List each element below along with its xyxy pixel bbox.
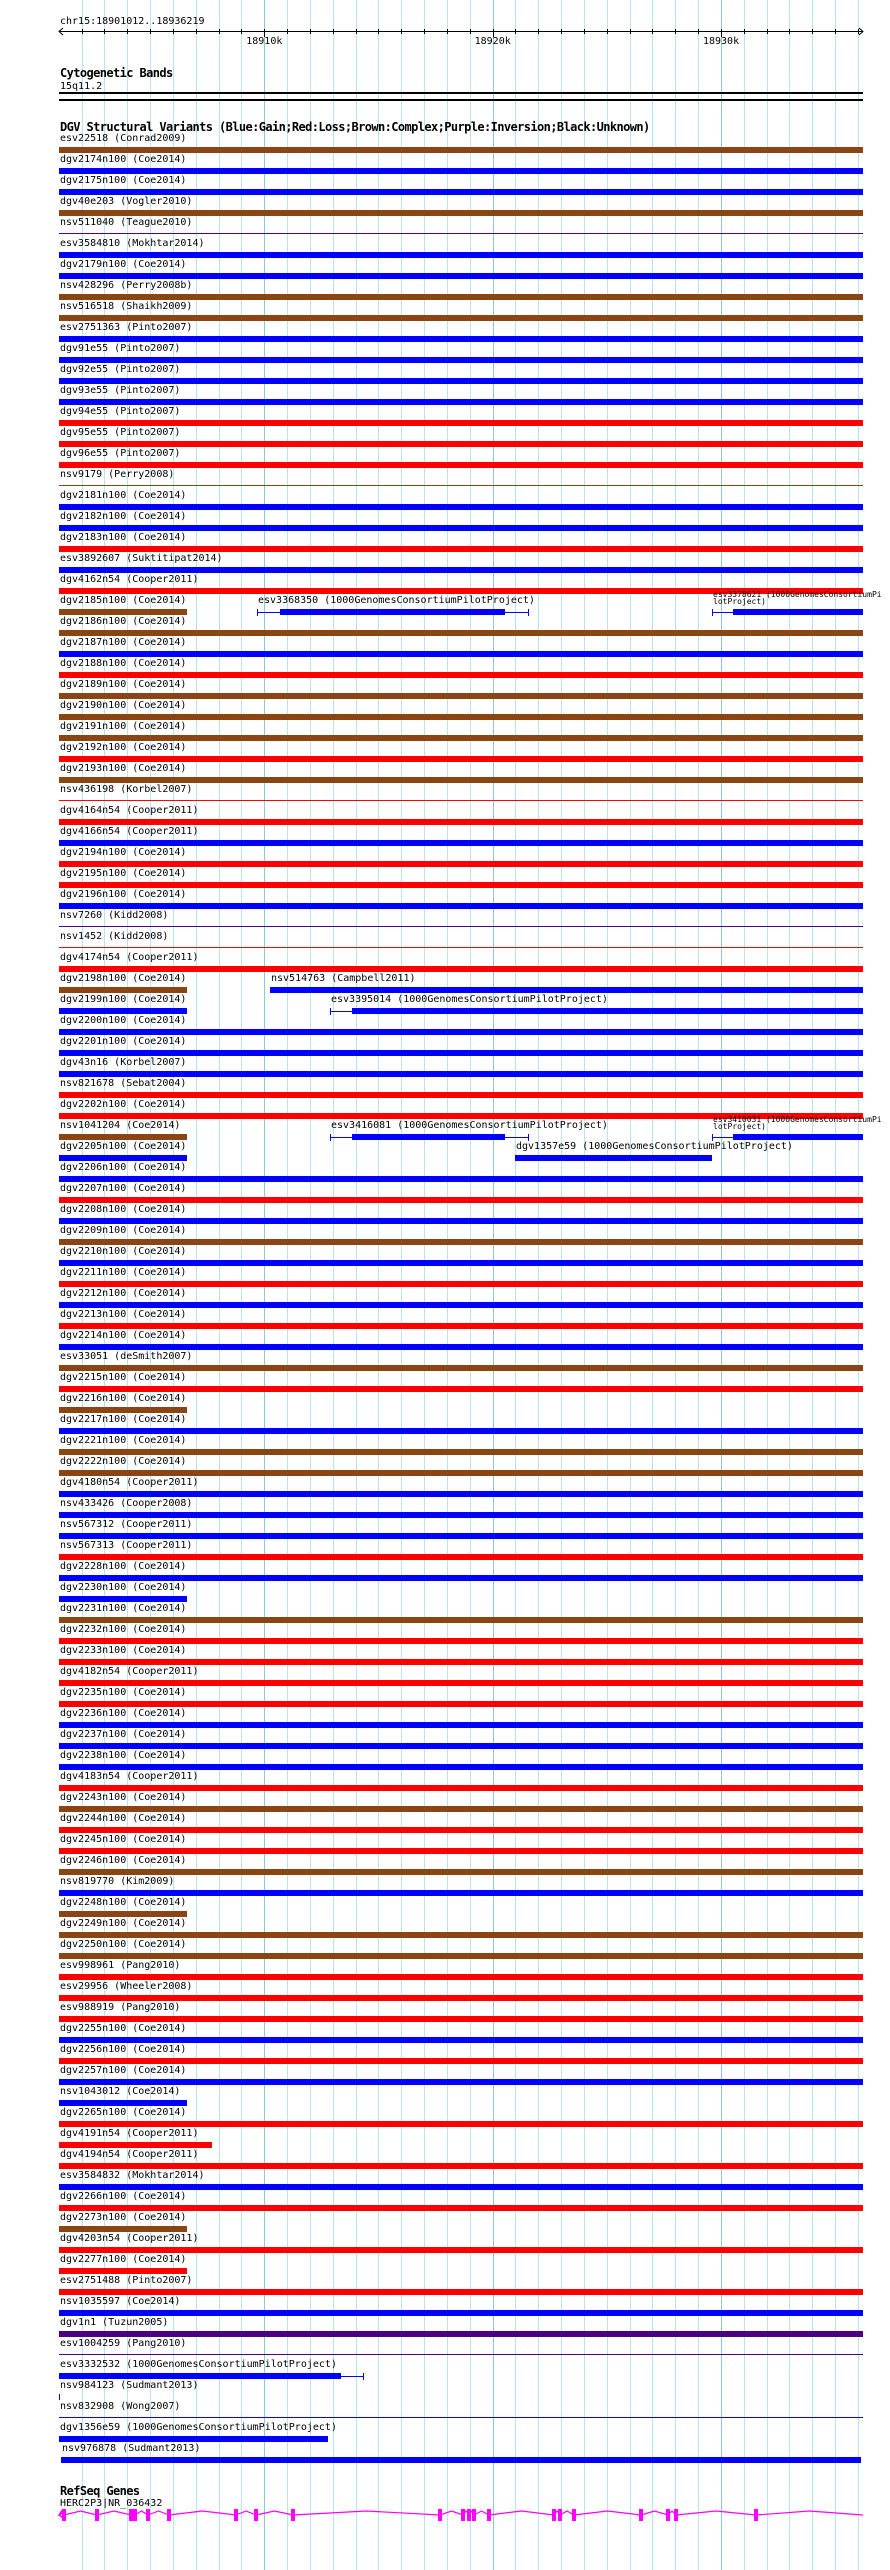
variant-label[interactable]: nsv511040 (Teague2010) [60, 217, 193, 228]
variant-label[interactable]: dgv2187n100 (Coe2014) [60, 637, 187, 648]
variant-label[interactable]: esv3410031 (1000GenomesConsortiumPilotProject) [713, 1115, 882, 1131]
variant-label[interactable]: dgv4174n54 (Cooper2011) [60, 952, 199, 963]
variant-label[interactable]: dgv43n16 (Korbel2007) [60, 1057, 187, 1068]
variant-label[interactable]: dgv2207n100 (Coe2014) [60, 1183, 187, 1194]
variant-label[interactable]: dgv2256n100 (Coe2014) [60, 2044, 187, 2055]
variant-label[interactable]: dgv2222n100 (Coe2014) [60, 1456, 187, 1467]
variant-label[interactable]: dgv2174n100 (Coe2014) [60, 154, 187, 165]
variant-label[interactable]: dgv2211n100 (Coe2014) [60, 1267, 187, 1278]
variant-label[interactable]: dgv2236n100 (Coe2014) [60, 1708, 187, 1719]
variant-label[interactable]: nsv821678 (Sebat2004) [60, 1078, 187, 1089]
variant-label[interactable]: nsv976878 (Sudmant2013) [62, 2443, 201, 2454]
exon[interactable] [254, 2509, 258, 2521]
variant-label[interactable]: dgv1n1 (Tuzun2005) [60, 2317, 169, 2328]
variant-label[interactable]: dgv2238n100 (Coe2014) [60, 1750, 187, 1761]
variant-label[interactable]: dgv2183n100 (Coe2014) [60, 532, 187, 543]
intron-line [574, 2511, 641, 2515]
variant-label[interactable]: dgv96e55 (Pinto2007) [60, 448, 181, 459]
exon[interactable] [674, 2509, 678, 2521]
intron-line [97, 2511, 131, 2515]
intron-line [169, 2511, 236, 2515]
variant-label[interactable]: dgv2182n100 (Coe2014) [60, 511, 187, 522]
variant-label[interactable]: dgv2255n100 (Coe2014) [60, 2023, 187, 2034]
variant-label[interactable]: dgv92e55 (Pinto2007) [60, 364, 181, 375]
variant-label[interactable]: esv3416081 (1000GenomesConsortiumPilotProject) [331, 1120, 608, 1131]
variant-label[interactable]: nsv1041204 (Coe2014) [60, 1120, 181, 1131]
variant-label[interactable]: esv3395014 (1000GenomesConsortiumPilotProject) [331, 994, 608, 1005]
variant-label[interactable]: esv998961 (Pang2010) [60, 1960, 181, 1971]
intron-line [64, 2511, 97, 2515]
variant-label[interactable]: dgv94e55 (Pinto2007) [60, 406, 181, 417]
variant-label[interactable]: dgv91e55 (Pinto2007) [60, 343, 181, 354]
variant-label[interactable]: dgv2257n100 (Coe2014) [60, 2065, 187, 2076]
variant-label[interactable]: dgv2230n100 (Coe2014) [60, 1582, 187, 1593]
exon[interactable] [467, 2509, 471, 2521]
variant-label[interactable]: dgv2200n100 (Coe2014) [60, 1015, 187, 1026]
intron-line [293, 2511, 440, 2515]
exon[interactable] [487, 2509, 491, 2521]
variant-label[interactable]: esv3584810 (Mokhtar2014) [60, 238, 205, 249]
variant-label[interactable]: esv2751363 (Pinto2007) [60, 322, 193, 333]
intron-line [489, 2511, 554, 2515]
variant-label[interactable]: dgv2210n100 (Coe2014) [60, 1246, 187, 1257]
variant-label[interactable]: nsv7260 (Kidd2008) [60, 910, 169, 921]
variant-label[interactable]: dgv2265n100 (Coe2014) [60, 2107, 187, 2118]
variant-label[interactable]: dgv2246n100 (Coe2014) [60, 1855, 187, 1866]
variant-label[interactable]: nsv433426 (Cooper2008) [60, 1498, 193, 1509]
intron-line [256, 2511, 293, 2515]
variant-label[interactable]: dgv2202n100 (Coe2014) [60, 1099, 187, 1110]
variant-label[interactable]: dgv2198n100 (Coe2014) [60, 973, 187, 984]
variant-label[interactable]: dgv2193n100 (Coe2014) [60, 763, 187, 774]
variant-label[interactable]: dgv2232n100 (Coe2014) [60, 1624, 187, 1635]
variant-label[interactable]: dgv2237n100 (Coe2014) [60, 1729, 187, 1740]
variant-label[interactable]: dgv2188n100 (Coe2014) [60, 658, 187, 669]
variant-label[interactable]: nsv567313 (Cooper2011) [60, 1540, 193, 1551]
variant-label[interactable]: dgv2209n100 (Coe2014) [60, 1225, 187, 1236]
refseq-track-title[interactable]: RefSeq Genes [60, 2484, 140, 2498]
variant-label[interactable]: dgv2186n100 (Coe2014) [60, 616, 187, 627]
variant-label[interactable]: dgv4162n54 (Cooper2011) [60, 574, 199, 585]
variant-label[interactable]: dgv4203n54 (Cooper2011) [60, 2233, 199, 2244]
variant-label[interactable]: nsv984123 (Sudmant2013) [60, 2380, 199, 2391]
variant-label[interactable]: nsv819770 (Kim2009) [60, 1876, 175, 1887]
intron-line [560, 2511, 574, 2515]
gene-label[interactable]: HERC2P3|NR_036432 [60, 2498, 163, 2509]
variant-label[interactable]: nsv514763 (Campbell2011) [271, 973, 416, 984]
exon[interactable] [129, 2509, 133, 2521]
variant-label[interactable]: dgv4182n54 (Cooper2011) [60, 1666, 199, 1677]
variant-label[interactable]: dgv2249n100 (Coe2014) [60, 1918, 187, 1929]
exon[interactable] [167, 2509, 171, 2521]
variant-label[interactable]: dgv2206n100 (Coe2014) [60, 1162, 187, 1173]
exon[interactable] [472, 2509, 476, 2521]
variant-label[interactable]: dgv2185n100 (Coe2014) [60, 595, 187, 606]
variant-label[interactable]: dgv2221n100 (Coe2014) [60, 1435, 187, 1446]
variant-label[interactable]: dgv2243n100 (Coe2014) [60, 1792, 187, 1803]
variant-label[interactable]: dgv2248n100 (Coe2014) [60, 1897, 187, 1908]
variant-label[interactable]: dgv2199n100 (Coe2014) [60, 994, 187, 1005]
exon[interactable] [62, 2509, 66, 2521]
variant-label[interactable]: nsv516518 (Shaikh2009) [60, 301, 193, 312]
variant-label[interactable]: dgv1356e59 (1000GenomesConsortiumPilotProject) [60, 2422, 337, 2433]
exon[interactable] [639, 2509, 643, 2521]
intron-line [756, 2511, 863, 2515]
variant-label[interactable]: dgv2181n100 (Coe2014) [60, 490, 187, 501]
variant-label[interactable]: dgv4191n54 (Cooper2011) [60, 2128, 199, 2139]
intron-line [641, 2511, 668, 2515]
variant-label[interactable]: dgv2213n100 (Coe2014) [60, 1309, 187, 1320]
exon[interactable] [234, 2509, 238, 2521]
variant-label[interactable]: dgv2235n100 (Coe2014) [60, 1687, 187, 1698]
variant-label[interactable]: nsv1043012 (Coe2014) [60, 2086, 181, 2097]
variant-label[interactable]: nsv1035597 (Coe2014) [60, 2296, 181, 2307]
variant-label[interactable]: dgv2273n100 (Coe2014) [60, 2212, 187, 2223]
exon[interactable] [291, 2509, 295, 2521]
variant-label[interactable]: dgv2195n100 (Coe2014) [60, 868, 187, 879]
variant-label[interactable]: dgv2201n100 (Coe2014) [60, 1036, 187, 1047]
ruler-tick-label: 18920k [474, 36, 511, 47]
variant-label[interactable]: dgv2277n100 (Coe2014) [60, 2254, 187, 2265]
variant-label[interactable]: dgv1357e59 (1000GenomesConsortiumPilotProject) [516, 1141, 793, 1152]
variant-label[interactable]: dgv2228n100 (Coe2014) [60, 1561, 187, 1572]
variant-label[interactable]: dgv2190n100 (Coe2014) [60, 700, 187, 711]
variant-label[interactable]: dgv4164n54 (Cooper2011) [60, 805, 199, 816]
variant-label[interactable]: esv3892607 (Suktitipat2014) [60, 553, 223, 564]
variant-label[interactable]: dgv2216n100 (Coe2014) [60, 1393, 187, 1404]
intron-line [148, 2511, 169, 2515]
intron-line [474, 2511, 489, 2515]
cytoband-label: 15q11.2 [60, 81, 103, 92]
variant-label[interactable]: dgv2244n100 (Coe2014) [60, 1813, 187, 1824]
dgv-track-title[interactable]: DGV Structural Variants (Blue:Gain;Red:Loss;Brown:Complex;Purple:Inversion;Black:Unknown) [60, 120, 650, 134]
location-label: chr15:18901012..18936219 [60, 16, 205, 27]
variant-label[interactable]: dgv2233n100 (Coe2014) [60, 1645, 187, 1656]
variant-label[interactable]: nsv832908 (Wong2007) [60, 2401, 181, 2412]
variant-label[interactable]: nsv428296 (Perry2008b) [60, 280, 193, 291]
variant-label[interactable]: nsv567312 (Cooper2011) [60, 1519, 193, 1530]
variant-label[interactable]: dgv2196n100 (Coe2014) [60, 889, 187, 900]
exon[interactable] [572, 2509, 576, 2521]
ruler-tick-label: 18910k [246, 36, 283, 47]
variant-label[interactable]: dgv93e55 (Pinto2007) [60, 385, 181, 396]
variant-label[interactable]: dgv2208n100 (Coe2014) [60, 1204, 187, 1215]
exon[interactable] [146, 2509, 150, 2521]
variant-label[interactable]: dgv4180n54 (Cooper2011) [60, 1477, 199, 1488]
exon[interactable] [461, 2509, 465, 2521]
ruler-tick-label: 18930k [702, 36, 740, 47]
variant-label[interactable]: dgv2191n100 (Coe2014) [60, 721, 187, 732]
variant-label[interactable]: esv3368350 (1000GenomesConsortiumPilotProject) [258, 595, 535, 606]
variant-label[interactable]: dgv2179n100 (Coe2014) [60, 259, 187, 270]
exon[interactable] [438, 2509, 442, 2521]
exon[interactable] [95, 2509, 99, 2521]
variant-label[interactable]: dgv4166n54 (Cooper2011) [60, 826, 199, 837]
exon[interactable] [133, 2509, 137, 2521]
variant-label[interactable]: dgv2231n100 (Coe2014) [60, 1603, 187, 1614]
cytoband-track-title: Cytogenetic Bands [60, 66, 173, 80]
variant-label[interactable]: dgv2194n100 (Coe2014) [60, 847, 187, 858]
variant-label[interactable]: dgv2217n100 (Coe2014) [60, 1414, 187, 1425]
variant-label[interactable]: dgv2266n100 (Coe2014) [60, 2191, 187, 2202]
variant-label[interactable]: esv2751488 (Pinto2007) [60, 2275, 193, 2286]
exon[interactable] [558, 2509, 562, 2521]
variant-label[interactable]: dgv2215n100 (Coe2014) [60, 1372, 187, 1383]
variant-label[interactable]: esv33051 (deSmith2007) [60, 1351, 193, 1362]
variant-label[interactable]: dgv2205n100 (Coe2014) [60, 1141, 187, 1152]
exon[interactable] [754, 2509, 758, 2521]
variant-label[interactable]: dgv4183n54 (Cooper2011) [60, 1771, 199, 1782]
variant-label[interactable]: esv3378621 (1000GenomesConsortiumPilotProject) [713, 590, 882, 606]
variant-label[interactable]: dgv2245n100 (Coe2014) [60, 1834, 187, 1845]
variant-label[interactable]: dgv2250n100 (Coe2014) [60, 1939, 187, 1950]
variant-label[interactable]: dgv2192n100 (Coe2014) [60, 742, 187, 753]
variant-label[interactable]: dgv2212n100 (Coe2014) [60, 1288, 187, 1299]
exon[interactable] [552, 2509, 556, 2521]
exon[interactable] [666, 2509, 670, 2521]
intron-line [236, 2511, 256, 2515]
variant-label[interactable]: esv988919 (Pang2010) [60, 2002, 181, 2013]
variant-label[interactable]: nsv1452 (Kidd2008) [60, 931, 169, 942]
variant-label[interactable]: dgv2214n100 (Coe2014) [60, 1330, 187, 1341]
variant-label[interactable]: esv3584832 (Mokhtar2014) [60, 2170, 205, 2181]
variant-label[interactable]: nsv436198 (Korbel2007) [60, 784, 193, 795]
variant-label[interactable]: dgv4194n54 (Cooper2011) [60, 2149, 199, 2160]
variant-label[interactable]: esv29956 (Wheeler2008) [60, 1981, 193, 1992]
variant-label[interactable]: nsv9179 (Perry2008) [60, 469, 175, 480]
variant-label[interactable]: dgv40e203 (Vogler2010) [60, 196, 193, 207]
variant-label[interactable]: dgv2175n100 (Coe2014) [60, 175, 187, 186]
intron-line [440, 2511, 463, 2515]
variant-label[interactable]: dgv95e55 (Pinto2007) [60, 427, 181, 438]
intron-line [676, 2511, 756, 2515]
variant-label[interactable]: dgv2189n100 (Coe2014) [60, 679, 187, 690]
variant-label[interactable]: esv3332532 (1000GenomesConsortiumPilotProject) [60, 2359, 337, 2370]
variant-label[interactable]: esv1004259 (Pang2010) [60, 2338, 187, 2349]
variant-label[interactable]: esv22518 (Conrad2009) [60, 133, 187, 144]
